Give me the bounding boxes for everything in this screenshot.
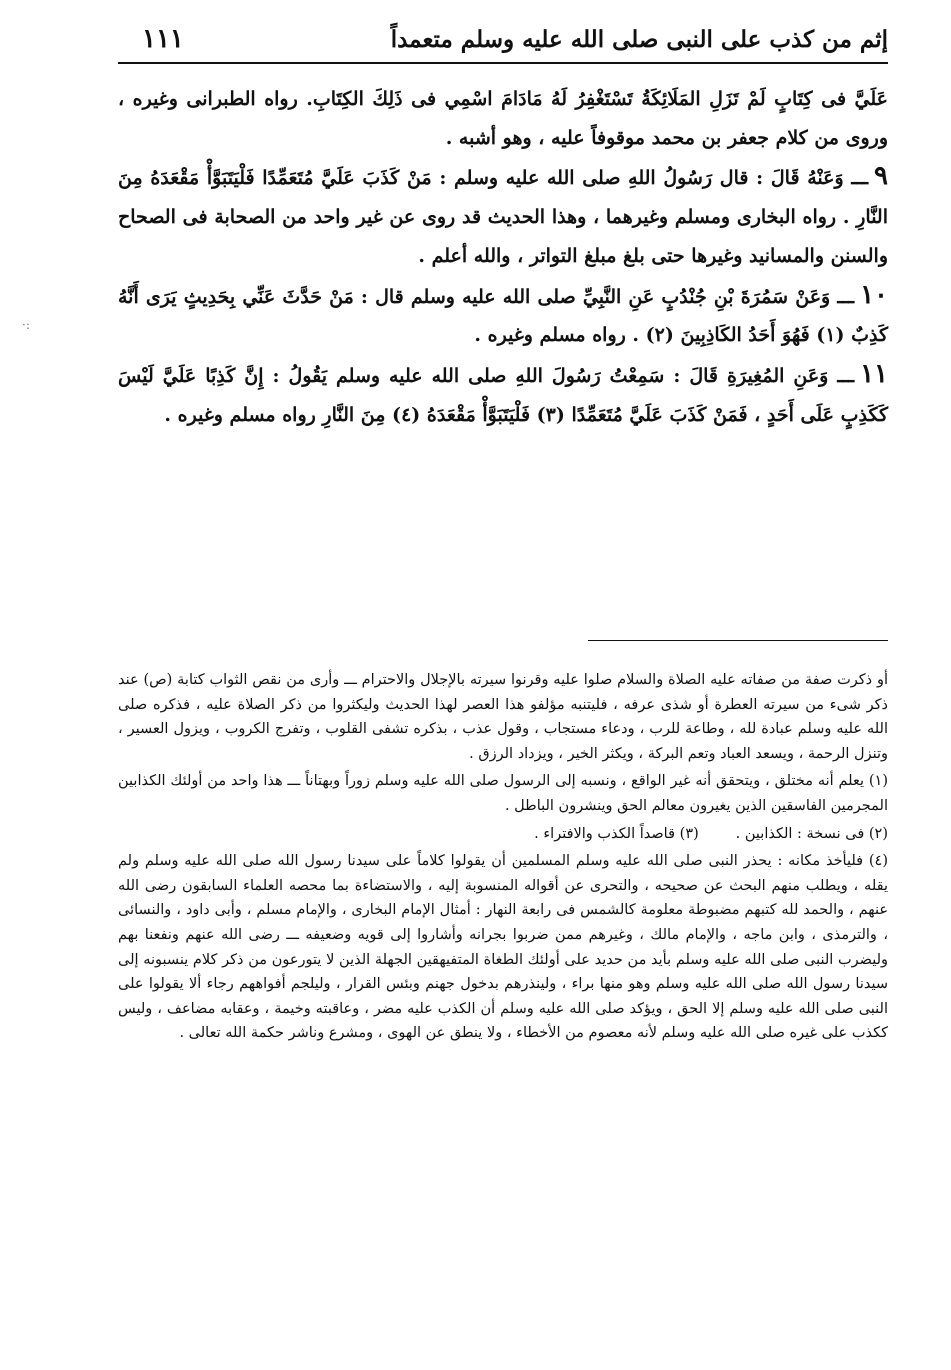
- main-text: [118, 80, 888, 434]
- footnote-divider: [588, 640, 888, 641]
- running-header: [118, 18, 888, 60]
- hadith-number-10: ١٠: [860, 279, 888, 310]
- hadith-11-text: ـــ وَعَنِ المُغِيرَةِ قَالَ : سَمِعْتُ رَسُولَ اللهِ صلى الله عليه وسلم يَقُولُ : إِنَّ كَذِبًا عَلَيَّ لَيْسَ كَكَذِبٍ عَلَى أَحَدٍ ، فَمَنْ كَذَبَ عَلَيَّ مُتَعَمِّدًا (٣) فَلْيَتَبَوَّأْ مَقْعَدَهُ (٤) مِنَ النَّارِ رواه مسلم وغيره .: [118, 364, 888, 426]
- hadith-10-text: ـــ وَعَنْ سَمُرَةَ بْنِ جُنْدُبٍ عَنِ النَّبِيِّ صلى الله عليه وسلم قال : مَنْ حَدَّثَ عَنِّي بِحَدِيثٍ يَرَى أَنَّهُ كَذِبٌ (١) فَهُوَ أَحَدُ الكَاذِبِينَ (٢) . رواه مسلم وغيره .: [118, 285, 888, 347]
- hadith-number-9: ٩: [874, 161, 888, 192]
- hadith-9: [118, 157, 888, 275]
- hadith-11: [118, 355, 888, 434]
- footnotes: [118, 668, 888, 1046]
- header-divider: [118, 62, 888, 64]
- continuation-paragraph: عَلَيَّ فى كِتَابٍ لَمْ تَزَلِ المَلَائِكَةُ تَسْتَغْفِرُ لَهُ مَادَامَ اسْمِي فى ذَلِكَ الكِتَابِ. رواه الطبرانى وغيره ، وروى من كلام جعفر بن محمد موقوفاً عليه ، وهو أشبه .: [118, 88, 888, 149]
- page-number: ١١١: [142, 24, 184, 54]
- footnote-4: (٤) فليأخذ مكانه : يحذر النبى صلى الله عليه وسلم المسلمين أن يقولوا كلاماً على سيدنا رسول الله صلى الله عليه وسلم ولم يقله ، ويطلب منهم البحث عن صحيحه ، والتحرى عن أقواله المنسوبة إليه ، والاستضاءة بما محصه العلماء السابقون رضى الله عنهم ، والحمد لله كتبهم مضبوطة معلومة كالشمس فى رابعة النهار : أمثال الإمام البخارى ، والإمام مسلم ، وأبى داود ، والنسائى ، والترمذى ، وابن ماجه ، والإمام مالك ، وغيرهم ممن ضربوا بجرانه وأشاروا إلى قويه وضعيفه ـــ رضى الله عنهم ونفعنا بهم وليضرب النبى صلى الله عليه وسلم بأيد من حديد على أولئك الطغاة المتفيهقين الجهلة الذين لا يتورعون من ذكر كلام ينسبونه إلى سيدنا رسول الله صلى الله عليه وسلم وهو منها براء ، ولينذرهم بدخول جهنم وبئس القرار ، وليلجم أفواههم رجاء ألا يقولوا على النبى صلى الله عليه وسلم إلا الحق ، ويؤكد صلى الله عليه وسلم أن الكذب عليه مضر ، وعاقبته وخيمة ، وعقابه مضاعف ، وليس ككذب على غيره صلى الله عليه وسلم لأنه معصوم من الأخطاء ، ولا ينطق عن الهوى ، ومشرع وناشر حكمة الله تعالى .: [118, 853, 888, 1042]
- running-title: إثم من كذب على النبى صلى الله عليه وسلم متعمداً: [390, 26, 888, 53]
- footnote-continuation: أو ذكرت صفة من صفاته عليه الصلاة والسلام صلوا عليه وقرنوا سيرته بالإجلال والاحترام ـــ وأرى من نقص الثواب كتابة (ص) عند ذكر شىء من سيرته العطرة أو شذى عرفه ، فليتنبه مؤلفو هذا العصر لهذا الحديث وليكثروا من ذكر الصلاة عليه ، فذكره صلى الله عليه وسلم عبادة لله ، وطاعة للرب ، ودعاء مستجاب ، وقول عذب ، بذكره تشفى القلوب ، وتفرج الكروب ، ويزول العسير ، وتنزل الرحمة ، ويسعد العباد وتعم البركة ، ويكثر الخير ، ويزداد الرزق .: [118, 672, 888, 762]
- footnote-1: (١) يعلم أنه مختلق ، ويتحقق أنه غير الواقع ، ونسبه إلى الرسول صلى الله عليه وسلم زوراً وبهتاناً ـــ هذا واحد من أولئك الكذابين المجرمين الفاسقين الذين يغيرون معالم الحق وينشرون الباطل .: [118, 773, 888, 814]
- footnote-3: (٣) قاصداً الكذب والافتراء .: [534, 825, 699, 842]
- scan-speck: ·:: [22, 318, 30, 332]
- footnote-2: (٢) فى نسخة : الكذابين .: [735, 825, 888, 842]
- hadith-number-11: ١١: [860, 358, 888, 389]
- hadith-9-text: ـــ وَعَنْهُ قَالَ : قال رَسُولُ اللهِ صلى الله عليه وسلم : مَنْ كَذَبَ عَلَيَّ مُتَعَمِّدًا فَلْيَتَبَوَّأْ مَقْعَدَهُ مِنَ النَّارِ . رواه البخارى ومسلم وغيرهما ، وهذا الحديث قد روى عن غير واحد من الصحابة فى الصحاح والسنن والمسانيد وغيرها حتى بلغ مبلغ التواتر ، والله أعلم .: [118, 167, 888, 267]
- footnotes-2-3: [118, 822, 888, 847]
- hadith-10: [118, 276, 888, 355]
